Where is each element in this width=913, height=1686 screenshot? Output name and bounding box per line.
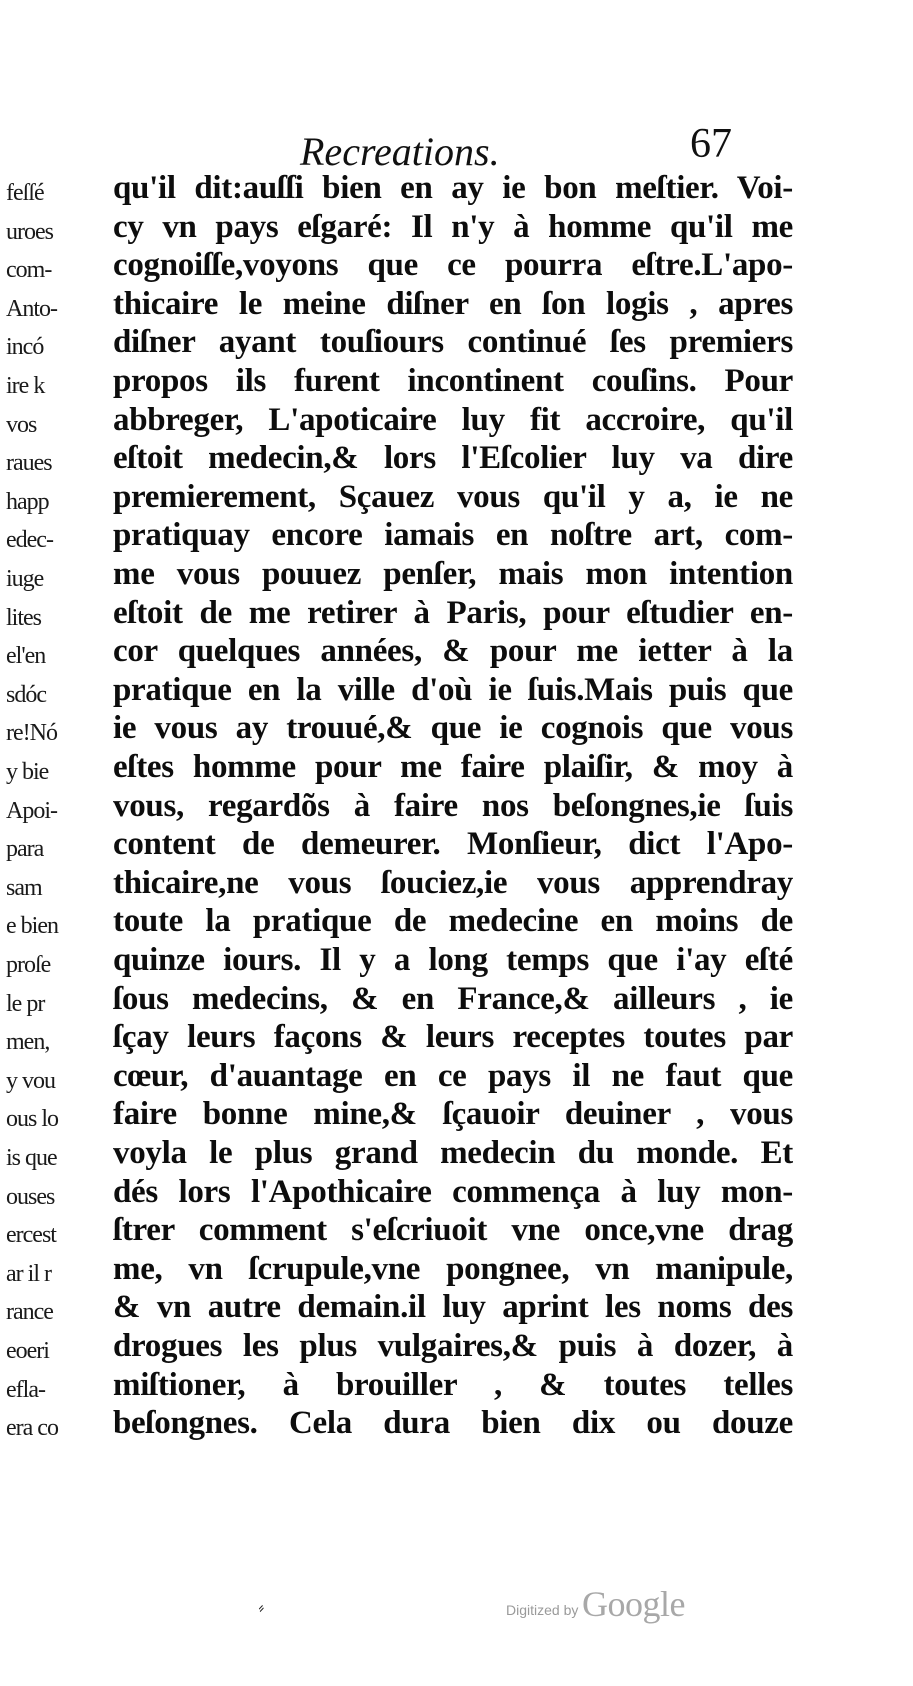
margin-fragment: sam: [6, 874, 42, 901]
margin-fragment: ar il r: [6, 1260, 51, 1287]
margin-fragment: para: [6, 836, 44, 863]
text-line: me, vn ſcrupule,vne pongnee, vn manipule,: [113, 1250, 793, 1287]
text-line: cor quelques années, & pour me ietter à la: [113, 633, 793, 670]
margin-fragment: efla-: [6, 1376, 45, 1403]
text-line: ſous medecins, & en France,& ailleurs , ie: [113, 980, 793, 1017]
margin-fragment: sdóc: [6, 681, 46, 708]
text-line: pratique en la ville d'où ie ſuis.Mais puis que: [113, 671, 793, 708]
text-line: quinze iours. Il y a long temps que i'ay eſté: [113, 942, 793, 978]
margin-fragment: ous lo: [6, 1106, 59, 1133]
margin-fragment: rance: [6, 1299, 53, 1326]
text-line: faire bonne mine,& ſçauoir deuiner , vous: [113, 1096, 793, 1133]
margin-fragment: is que: [6, 1145, 57, 1171]
text-line: & vn autre demain.il luy aprint les noms des: [113, 1289, 793, 1326]
text-line: voyla le plus grand medecin du monde. Et: [113, 1135, 793, 1171]
text-line: ſçay leurs façons & leurs receptes toutes par: [113, 1019, 793, 1056]
margin-fragment: ire k: [6, 373, 45, 399]
margin-fragment: men,: [6, 1029, 50, 1056]
margin-fragment: era co: [6, 1415, 58, 1442]
margin-fragment: iuge: [6, 566, 44, 592]
margin-fragment: uroes: [6, 218, 53, 245]
text-line: ie vous ay trouué,& que ie cognois que vous: [113, 710, 793, 747]
margin-fragment: y bie: [6, 759, 49, 785]
margin-fragment: edec-: [6, 527, 53, 554]
text-line: toute la pratique de medecine en moins de: [113, 903, 793, 940]
margin-fragment: ouses: [6, 1183, 55, 1210]
footer-mark: ⸗: [254, 1596, 268, 1619]
text-line: thicaire,ne vous ſouciez,ie vous apprendray: [113, 864, 793, 901]
text-line: ſtrer comment s'eſcriuoit vne once,vne drag: [113, 1212, 793, 1249]
text-line: dés lors l'Apothicaire commença à luy mon-: [113, 1173, 793, 1210]
google-watermark: Google: [582, 1584, 685, 1624]
text-line: content de demeurer. Monſieur, dict l'Apo-: [113, 826, 793, 863]
margin-fragment: com-: [6, 257, 52, 284]
text-line: pratiquay encore iamais en noſtre art, com-: [113, 517, 793, 554]
margin-fragment: proſe: [6, 952, 51, 978]
margin-fragment: Apoi-: [6, 797, 57, 824]
text-line: abbreger, L'apoticaire luy fit accroire, qu'il: [113, 401, 793, 438]
margin-fragment: Anto-: [6, 295, 57, 322]
text-line: qu'il dit:auſſi bien en ay ie bon meſtier. Voi-: [113, 170, 793, 206]
margin-fragment: eoeri: [6, 1338, 49, 1364]
margin-fragment: y vou: [6, 1067, 55, 1094]
margin-fragment: raues: [6, 450, 52, 477]
text-line: eſtes homme pour me faire plaiſir, & moy à: [113, 749, 793, 785]
text-line: me vous pouuez penſer, mais mon intention: [113, 556, 793, 592]
text-line: eſtoit de me retirer à Paris, pour eſtudier en-: [113, 594, 793, 631]
page-number: 67: [690, 121, 732, 167]
margin-fragment: re!Nó: [6, 720, 57, 747]
text-line: propos ils furent incontinent couſins. Pour: [113, 363, 793, 399]
text-line: cœur, d'auantage en ce pays il ne faut que: [113, 1057, 793, 1094]
margin-fragment: el'en: [6, 643, 46, 670]
margin-fragment: vos: [6, 411, 37, 438]
running-head: Recreations.: [300, 129, 500, 174]
text-line: premierement, Sçauez vous qu'il y a, ie ne: [113, 478, 793, 515]
text-line: thicaire le meine diſner en ſon logis , apres: [113, 285, 793, 322]
text-line: cy vn pays eſgaré: Il n'y à homme qu'il me: [113, 208, 793, 245]
margin-fragment: ercest: [6, 1222, 56, 1249]
margin-fragment: happ: [6, 488, 49, 515]
margin-fragment: e bien: [6, 913, 58, 940]
margin-fragment: lites: [6, 604, 41, 631]
text-line: vous, regardõs à faire nos beſongnes,ie ſuis: [113, 787, 793, 824]
text-line: drogues les plus vulgaires,& puis à dozer, à: [113, 1328, 793, 1364]
text-line: eſtoit medecin,& lors l'Eſcolier luy va dire: [113, 440, 793, 477]
text-line: beſongnes. Cela dura bien dix ou douze: [113, 1405, 793, 1442]
text-line: diſner ayant touſiours continué ſes premiers: [113, 324, 793, 361]
digitized-by-label: Digitized by: [506, 1602, 579, 1618]
text-line: miſtioner, à brouiller , & toutes telles: [113, 1366, 793, 1403]
margin-fragment: incó: [6, 334, 44, 361]
margin-fragment: le pr: [6, 990, 45, 1017]
text-line: cognoiſſe,voyons que ce pourra eſtre.L'apo-: [113, 247, 793, 284]
margin-fragment: feſſé: [6, 180, 44, 206]
